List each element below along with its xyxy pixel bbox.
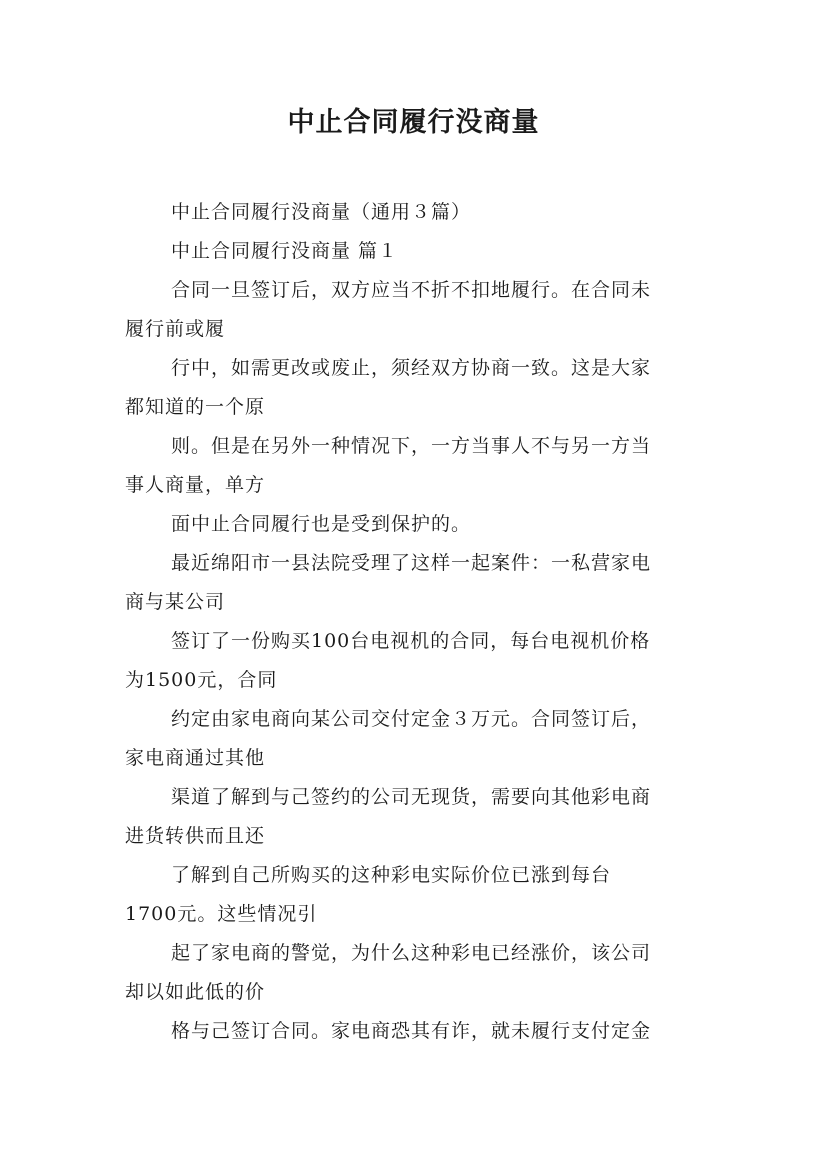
paragraph-line-start: 中止合同履行没商量 篇１: [171, 240, 399, 262]
paragraph-line-continuation: 家电商通过其他: [125, 747, 266, 769]
paragraph-line-continuation: 却以如此低的价: [125, 981, 266, 1003]
paragraph-line-continuation: 都知道的一个原: [125, 396, 266, 418]
paragraph-line-start: 签订了一份购买100台电视机的合同，每台电视机价格: [171, 630, 651, 652]
paragraph-line-continuation: 1700元。这些情况引: [125, 903, 318, 925]
paragraph-line-start: 行中，如需更改或废止，须经双方协商一致。这是大家: [171, 357, 652, 379]
paragraph-line-start: 渠道了解到与己签约的公司无现货，需要向其他彩电商: [171, 786, 652, 808]
paragraph-line-start: 了解到自己所购买的这种彩电实际价位已涨到每台: [171, 864, 612, 886]
paragraph-line-start: 起了家电商的警觉，为什么这种彩电已经涨价，该公司: [171, 942, 652, 964]
paragraph-line-continuation: 进货转供而且还: [125, 825, 266, 847]
paragraph-line-start: 格与己签订合同。家电商恐其有诈，就未履行支付定金: [171, 1020, 652, 1042]
paragraph-line-start: 面中止合同履行也是受到保护的。: [171, 513, 472, 535]
paragraph-line-start: 中止合同履行没商量（通用３篇）: [171, 201, 472, 223]
paragraph-line-start: 约定由家电商向某公司交付定金３万元。合同签订后，: [171, 708, 652, 730]
paragraph-line-continuation: 履行前或履: [125, 318, 226, 340]
paragraph-line-continuation: 为1500元，合同: [125, 669, 278, 691]
paragraph-line-start: 合同一旦签订后，双方应当不折不扣地履行。在合同未: [171, 279, 652, 301]
document-title: 中止合同履行没商量: [287, 107, 540, 138]
paragraph-line-start: 则。但是在另外一种情况下，一方当事人不与另一方当: [171, 435, 652, 457]
document-body: [125, 193, 715, 1051]
paragraph-line-continuation: 商与某公司: [125, 591, 226, 613]
paragraph-line-start: 最近绵阳市一县法院受理了这样一起案件：一私营家电: [171, 552, 652, 574]
paragraph-line-continuation: 事人商量，单方: [125, 474, 266, 496]
